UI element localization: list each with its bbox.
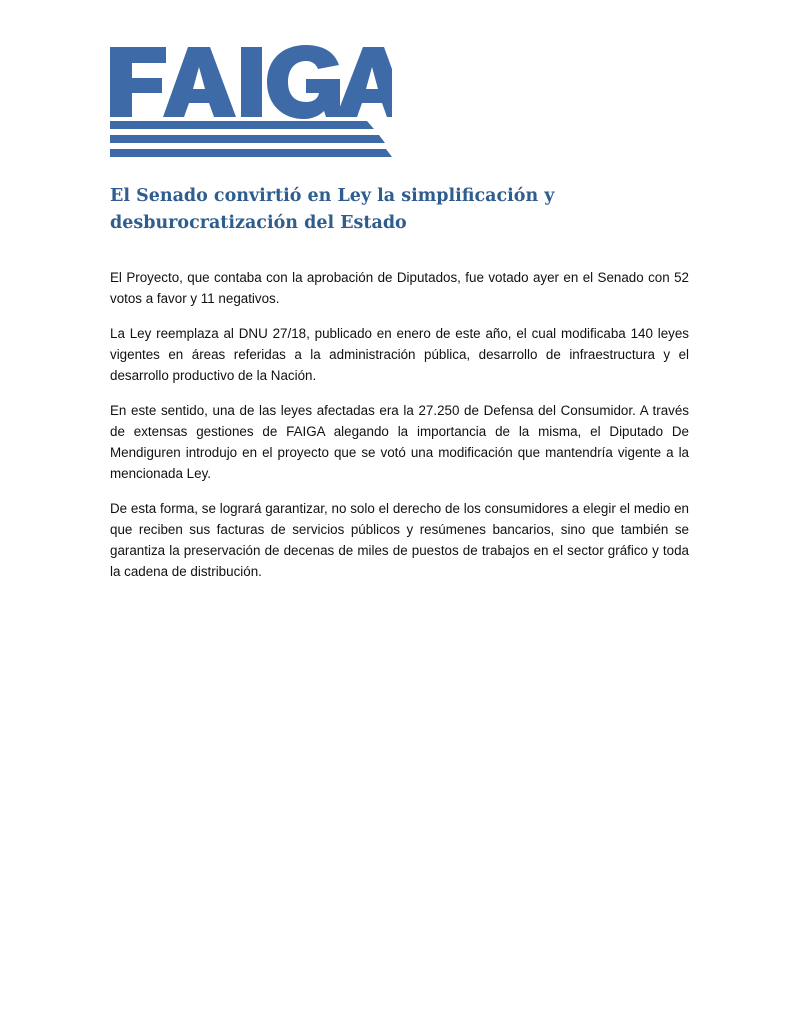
article-paragraph: La Ley reemplaza al DNU 27/18, publicado en enero de este año, el cual modificaba 140 leyes vigentes en áreas referidas a la administración pública, desarrollo de infraestructura y el desarrollo productivo de la Nación. — [110, 326, 689, 383]
article-body — [110, 267, 689, 596]
faiga-logo-graphic — [110, 45, 392, 157]
article-title: El Senado convirtió en Ley la simplificación y desburocratización del Estado — [110, 186, 555, 233]
article-paragraph: El Proyecto, que contaba con la aprobación de Diputados, fue votado ayer en el Senado con 52 votos a favor y 11 negativos. — [110, 270, 689, 306]
article-paragraph: En este sentido, una de las leyes afectadas era la 27.250 de Defensa del Consumidor. A través de extensas gestiones de FAIGA alegando la importancia de la misma, el Diputado De Mendiguren introdujo en el proyecto que se votó una modificación que mantendría vigente a la mencionada Ley. — [110, 403, 689, 481]
article-paragraph: De esta forma, se logrará garantizar, no solo el derecho de los consumidores a elegir el medio en que reciben sus facturas de servicios públicos y resúmenes bancarios, sino que también se garantiza la preservación de decenas de miles de puestos de trabajos en el sector gráfico y toda la cadena de distribución. — [110, 501, 689, 579]
faiga-logo — [110, 45, 392, 157]
